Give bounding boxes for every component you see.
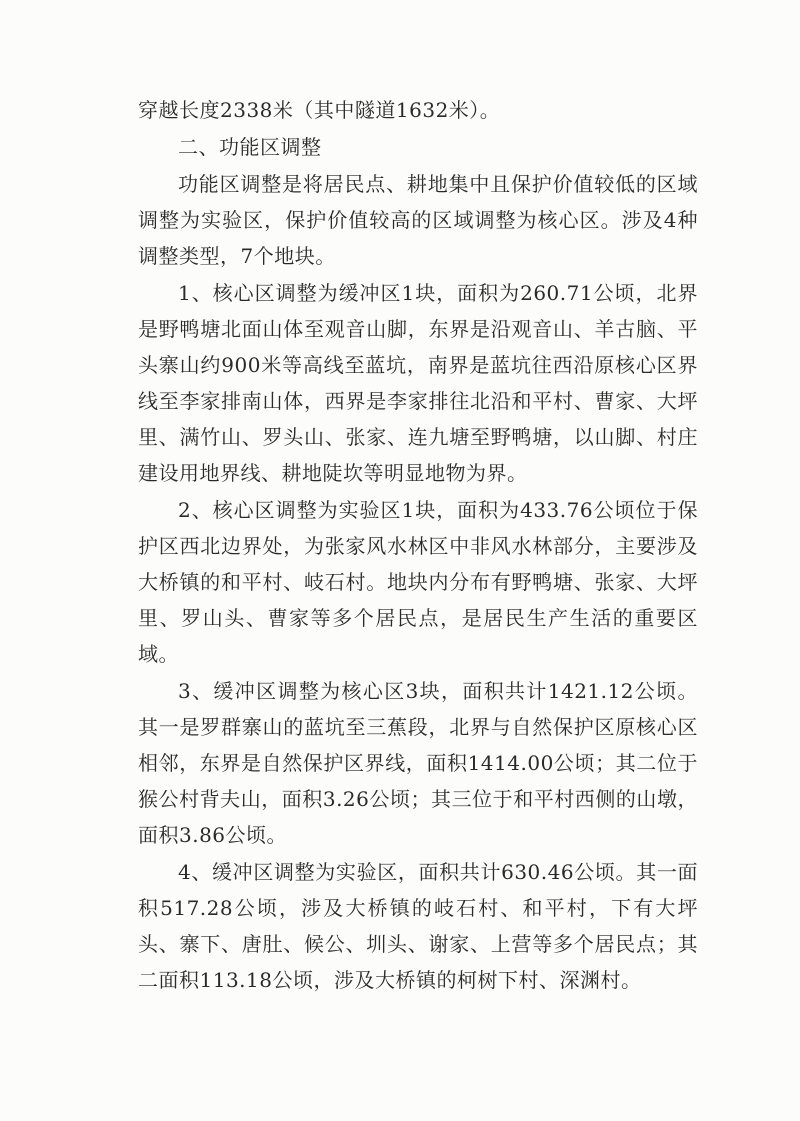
paragraph-item-3: 3、缓冲区调整为核心区3块，面积共计1421.12公顷。其一是罗群寨山的蓝坑至三蕉段，北界与自然保护区原核心区相邻，东界是自然保护区界线，面积1414.00公顷；其二位于猴公村背夫山，面积3.26公顷；其三位于和平村西侧的山墩，面积3.86公顷。 xyxy=(138,679,698,847)
paragraph-overview: 功能区调整是将居民点、耕地集中且保护价值较低的区域调整为实验区，保护价值较高的区域调整为核心区。涉及4种调整类型，7个地块。 xyxy=(138,172,698,268)
paragraph-continuation: 穿越长度2338米（其中隧道1632米）。 xyxy=(138,98,501,122)
section-heading-functional-zone: 二、功能区调整 xyxy=(178,135,322,159)
document-body xyxy=(138,92,698,998)
paragraph-item-1: 1、核心区调整为缓冲区1块，面积为260.71公顷，北界是野鸭塘北面山体至观音山脚，东界是沿观音山、羊古脑、平头寨山约900米等高线至蓝坑，南界是蓝坑往西沿原核心区界线至李家排南山体，西界是李家排往北沿和平村、曹家、大坪里、满竹山、罗头山、张家、连九塘至野鸭塘，以山脚、村庄建设用地界线、耕地陡坎等明显地物为界。 xyxy=(138,281,698,485)
paragraph-item-2: 2、核心区调整为实验区1块，面积为433.76公顷位于保护区西北边界处，为张家风水林区中非风水林部分，主要涉及大桥镇的和平村、岐石村。地块内分布有野鸭塘、张家、大坪里、罗山头、曹家等多个居民点，是居民生产生活的重要区域。 xyxy=(138,498,698,666)
paragraph-item-4: 4、缓冲区调整为实验区，面积共计630.46公顷。其一面积517.28公顷，涉及大桥镇的岐石村、和平村，下有大坪头、寨下、唐肚、候公、圳头、谢家、上营等多个居民点；其二面积113.18公顷，涉及大桥镇的柯树下村、深渊村。 xyxy=(138,860,698,992)
